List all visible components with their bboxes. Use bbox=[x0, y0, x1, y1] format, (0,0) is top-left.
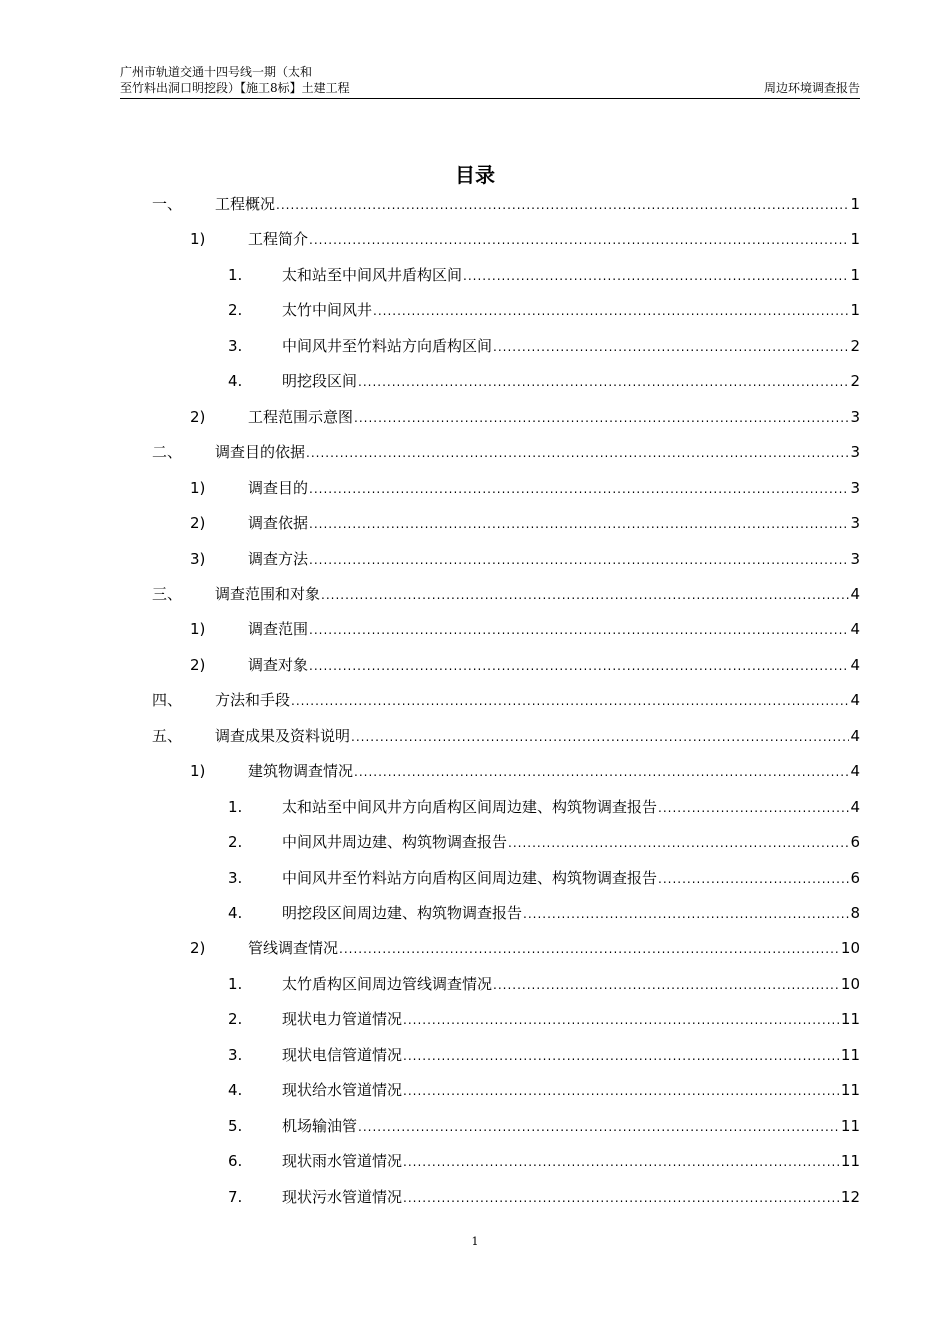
toc-entry-title: 中间风井至竹料站方向盾构区间 bbox=[282, 336, 493, 355]
toc-entry-body bbox=[248, 405, 860, 430]
toc-leader-dots bbox=[403, 1186, 840, 1210]
header-project-title bbox=[120, 64, 420, 96]
toc-entry[interactable] bbox=[0, 298, 950, 322]
toc-leader-dots bbox=[373, 299, 849, 323]
toc-entry-page: 1 bbox=[850, 195, 860, 213]
toc-leader-dots bbox=[463, 264, 849, 288]
toc-entry-number: 4. bbox=[228, 1081, 243, 1100]
toc-title: 目录 bbox=[455, 163, 495, 187]
toc-entry-title: 现状电信管道情况 bbox=[282, 1045, 403, 1064]
toc-entry-page: 2 bbox=[850, 372, 860, 391]
toc-entry-page: 3 bbox=[850, 514, 860, 533]
toc-entry-page: 4 bbox=[850, 620, 860, 639]
toc-leader-dots bbox=[339, 937, 840, 961]
toc-entry-body bbox=[282, 1078, 860, 1103]
toc-entry-page: 8 bbox=[850, 904, 860, 922]
toc-entry-body bbox=[282, 901, 860, 926]
toc-entry-page: 3 bbox=[850, 407, 860, 426]
toc-entry[interactable] bbox=[0, 653, 950, 677]
toc-entry-number: 2. bbox=[228, 301, 243, 320]
toc-entry-body bbox=[282, 1007, 860, 1032]
toc-leader-dots bbox=[354, 760, 849, 784]
toc-entry-title: 太竹盾构区间周边管线调查情况 bbox=[282, 974, 493, 993]
toc-entry[interactable] bbox=[0, 440, 950, 464]
toc-entry[interactable] bbox=[0, 830, 950, 854]
toc-entry[interactable] bbox=[0, 334, 950, 358]
toc-entry-number: 三、 bbox=[152, 584, 183, 603]
toc-entry-number: 7. bbox=[228, 1187, 243, 1206]
toc-entry-number: 五、 bbox=[152, 726, 183, 745]
toc-leader-dots bbox=[658, 796, 849, 820]
toc-entry[interactable] bbox=[0, 724, 950, 748]
toc-leader-dots bbox=[403, 1150, 840, 1174]
toc-entry-title: 太和站至中间风井方向盾构区间周边建、构筑物调查报告 bbox=[282, 797, 658, 816]
toc-leader-dots bbox=[291, 689, 849, 713]
toc-entry[interactable] bbox=[0, 1078, 950, 1102]
toc-entry-body bbox=[248, 617, 860, 642]
toc-entry[interactable] bbox=[0, 511, 950, 535]
toc-entry-body bbox=[248, 653, 860, 678]
toc-leader-dots bbox=[306, 441, 849, 465]
toc-entry[interactable] bbox=[0, 795, 950, 819]
toc-entry-body bbox=[282, 1114, 860, 1139]
toc-entry-title: 建筑物调查情况 bbox=[248, 762, 354, 781]
toc-entry-page: 3 bbox=[850, 478, 860, 497]
toc-entry-title: 工程范围示意图 bbox=[248, 407, 354, 426]
toc-entry-title: 中间风井至竹料站方向盾构区间周边建、构筑物调查报告 bbox=[282, 868, 658, 887]
toc-entry[interactable] bbox=[0, 369, 950, 393]
toc-entry-title: 工程简介 bbox=[248, 230, 309, 249]
toc-entry-title: 调查对象 bbox=[248, 655, 309, 674]
toc-leader-dots bbox=[493, 973, 840, 997]
toc-entry-title: 调查目的依据 bbox=[215, 443, 306, 462]
toc-leader-dots bbox=[351, 725, 849, 749]
toc-entry[interactable] bbox=[0, 866, 950, 890]
toc-entry[interactable] bbox=[0, 192, 950, 216]
toc-entry-page: 4 bbox=[850, 584, 860, 603]
toc-entry-title: 调查方法 bbox=[248, 549, 309, 568]
header-project-title-line2: 至竹料出洞口明挖段）【施工8标】土建工程 bbox=[120, 81, 350, 95]
toc-entry-body bbox=[282, 972, 860, 997]
toc-entry-body bbox=[248, 227, 860, 252]
toc-leader-dots bbox=[309, 618, 849, 642]
toc-entry-body bbox=[248, 547, 860, 572]
page-header bbox=[120, 64, 860, 99]
toc-entry-page: 4 bbox=[850, 655, 860, 674]
toc-entry-number: 3) bbox=[190, 549, 206, 568]
toc-entry-body bbox=[248, 476, 860, 501]
toc-entry-page: 11 bbox=[840, 1010, 860, 1029]
toc-entry-page: 11 bbox=[840, 1152, 860, 1171]
toc-entry-body bbox=[282, 1185, 860, 1210]
toc-leader-dots bbox=[508, 831, 849, 855]
header-report-title: 周边环境调查报告 bbox=[763, 81, 860, 95]
toc-entry[interactable] bbox=[0, 1007, 950, 1031]
toc-entry-title: 调查依据 bbox=[248, 514, 309, 533]
toc-entry[interactable] bbox=[0, 617, 950, 641]
toc-entry-page: 2 bbox=[850, 336, 860, 355]
toc-entry-body bbox=[282, 1043, 860, 1068]
toc-entry-title: 现状给水管道情况 bbox=[282, 1081, 403, 1100]
toc-entry-title: 调查目的 bbox=[248, 478, 309, 497]
toc-entry-page: 1 bbox=[850, 265, 860, 284]
toc-entry-number: 1. bbox=[228, 797, 243, 816]
toc-entry-page: 11 bbox=[840, 1081, 860, 1100]
toc-entry-body bbox=[282, 298, 860, 323]
toc-entry-page: 10 bbox=[840, 939, 860, 958]
toc-entry-title: 调查成果及资料说明 bbox=[215, 726, 351, 745]
toc-entry-page: 1 bbox=[850, 301, 860, 320]
toc-entry[interactable] bbox=[0, 1043, 950, 1067]
toc-entry-number: 四、 bbox=[152, 691, 183, 710]
toc-leader-dots bbox=[358, 370, 849, 394]
toc-entry-number: 二、 bbox=[152, 443, 183, 462]
toc-entry-page: 6 bbox=[850, 833, 860, 852]
toc-entry-body bbox=[215, 582, 860, 607]
toc-leader-dots bbox=[309, 548, 849, 572]
toc-entry-title: 现状污水管道情况 bbox=[282, 1187, 403, 1206]
toc-entry-number: 3. bbox=[228, 336, 243, 355]
toc-entry-title: 明挖段区间周边建、构筑物调查报告 bbox=[282, 904, 523, 922]
toc-leader-dots bbox=[309, 477, 849, 501]
toc-entry-number: 1) bbox=[190, 230, 206, 249]
toc-leader-dots bbox=[309, 654, 849, 678]
toc-entry-number: 2) bbox=[190, 655, 206, 674]
toc-entry-title: 工程概况 bbox=[215, 195, 276, 213]
toc-leader-dots bbox=[276, 193, 849, 217]
toc-entry-title: 明挖段区间 bbox=[282, 372, 358, 391]
toc-entry-page: 4 bbox=[850, 797, 860, 816]
toc-leader-dots bbox=[309, 512, 849, 536]
toc-entry[interactable] bbox=[0, 901, 950, 925]
toc-entry[interactable] bbox=[0, 263, 950, 287]
toc-entry-page: 4 bbox=[850, 691, 860, 710]
toc-entry-page: 1 bbox=[850, 230, 860, 249]
toc-entry-number: 2) bbox=[190, 407, 206, 426]
toc-entry-number: 2) bbox=[190, 514, 206, 533]
toc-leader-dots bbox=[403, 1079, 840, 1103]
toc-entry-title: 现状雨水管道情况 bbox=[282, 1152, 403, 1171]
toc-entry-number: 5. bbox=[228, 1116, 243, 1135]
toc-entry-number: 2. bbox=[228, 833, 243, 852]
toc-entry-page: 10 bbox=[840, 974, 860, 993]
toc-entry[interactable] bbox=[0, 582, 950, 606]
toc-entry-page: 4 bbox=[850, 726, 860, 745]
toc-entry-page: 3 bbox=[850, 443, 860, 462]
toc-entry[interactable] bbox=[0, 227, 950, 251]
toc-entry-number: 1) bbox=[190, 762, 206, 781]
toc-entry-number: 2) bbox=[190, 939, 206, 958]
toc-entry-title: 方法和手段 bbox=[215, 691, 291, 710]
toc-entry-number: 4. bbox=[228, 904, 243, 922]
toc-entry-body bbox=[282, 1149, 860, 1174]
toc-entry-number: 6. bbox=[228, 1152, 243, 1171]
toc-entry-page: 3 bbox=[850, 549, 860, 568]
toc-entry-body bbox=[248, 759, 860, 784]
toc-entry[interactable] bbox=[0, 936, 950, 960]
toc-entry-title: 管线调查情况 bbox=[248, 939, 339, 958]
toc-leader-dots bbox=[354, 406, 849, 430]
toc-entry-title: 太竹中间风井 bbox=[282, 301, 373, 320]
toc-entry-title: 现状电力管道情况 bbox=[282, 1010, 403, 1029]
toc-entry-number: 3. bbox=[228, 1045, 243, 1064]
toc-leader-dots bbox=[403, 1008, 840, 1032]
toc-entry-body bbox=[282, 369, 860, 394]
toc-entry[interactable] bbox=[0, 476, 950, 500]
toc-leader-dots bbox=[403, 1044, 840, 1068]
toc-entry-body bbox=[248, 936, 860, 961]
toc-entry-page: 11 bbox=[840, 1045, 860, 1064]
toc-entry[interactable] bbox=[0, 1114, 950, 1138]
toc-leader-dots bbox=[321, 583, 849, 607]
toc-entry-body bbox=[282, 263, 860, 288]
toc-leader-dots bbox=[309, 228, 849, 252]
toc-entry-body bbox=[282, 334, 860, 359]
toc-entry[interactable] bbox=[0, 759, 950, 783]
toc-entry-body bbox=[248, 511, 860, 536]
toc-leader-dots bbox=[493, 335, 849, 359]
toc-entry-number: 1. bbox=[228, 974, 243, 993]
page-number: 1 bbox=[471, 1235, 479, 1248]
toc-leader-dots bbox=[658, 867, 849, 891]
toc-entry-page: 6 bbox=[850, 868, 860, 887]
toc-entry-title: 调查范围和对象 bbox=[215, 584, 321, 603]
toc-entry[interactable] bbox=[0, 547, 950, 571]
toc-entry-page: 4 bbox=[850, 762, 860, 781]
toc-entry-body bbox=[215, 440, 860, 465]
toc-entry-number: 1. bbox=[228, 265, 243, 284]
toc-entry-title: 太和站至中间风井盾构区间 bbox=[282, 265, 463, 284]
toc-entry[interactable] bbox=[0, 405, 950, 429]
toc-entry-number: 4. bbox=[228, 372, 243, 391]
toc-entry-page: 11 bbox=[840, 1116, 860, 1135]
toc-entry-title: 机场输油管 bbox=[282, 1116, 358, 1135]
toc-entry-number: 2. bbox=[228, 1010, 243, 1029]
toc-entry-title: 中间风井周边建、构筑物调查报告 bbox=[282, 833, 508, 852]
toc-entry-body bbox=[282, 866, 860, 891]
toc-entry-body bbox=[215, 688, 860, 713]
header-project-title-line1: 广州市轨道交通十四号线一期（太和 bbox=[120, 65, 313, 79]
toc-entry[interactable] bbox=[0, 1185, 950, 1209]
toc-entry-number: 3. bbox=[228, 868, 243, 887]
toc-entry-body bbox=[282, 795, 860, 820]
toc-entry-page: 12 bbox=[840, 1187, 860, 1206]
toc-entry-number: 1) bbox=[190, 478, 206, 497]
toc-entry[interactable] bbox=[0, 972, 950, 996]
toc-entry-body bbox=[215, 724, 860, 749]
toc-entry[interactable] bbox=[0, 688, 950, 712]
toc-entry-body bbox=[282, 830, 860, 855]
toc-leader-dots bbox=[523, 902, 849, 926]
toc-entry-body bbox=[215, 192, 860, 217]
toc-entry-title: 调查范围 bbox=[248, 620, 309, 639]
toc-leader-dots bbox=[358, 1115, 840, 1139]
toc-entry[interactable] bbox=[0, 1149, 950, 1173]
toc-entry-number: 1) bbox=[190, 620, 206, 639]
toc-entry-number: 一、 bbox=[152, 195, 183, 213]
